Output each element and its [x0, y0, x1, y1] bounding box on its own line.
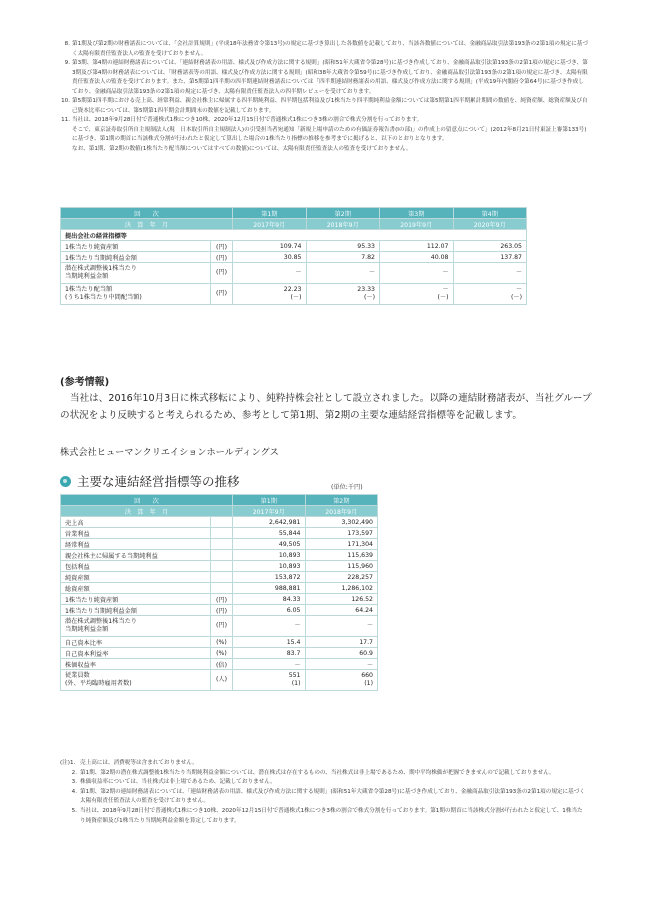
header-cell: 決 算 年 月: [61, 506, 233, 517]
row-label: [61, 616, 211, 637]
value-cell: 84.33: [233, 594, 306, 605]
row-unit: (円): [211, 252, 233, 263]
value-sub: (－): [363, 294, 375, 301]
row-label: 純資産額: [61, 572, 211, 583]
table-row: [61, 583, 378, 594]
header-cell: 2017年9月: [233, 219, 307, 230]
value-cell: －: [233, 616, 306, 637]
note-item: [60, 788, 588, 807]
section-heading: [60, 472, 240, 490]
table-row: [61, 528, 378, 539]
value-cell: 7.82: [306, 252, 380, 263]
value-cell: 10,893: [233, 550, 306, 561]
note-number: 8.: [64, 41, 70, 47]
header-cell: 2020年9月: [453, 219, 527, 230]
note-item: [60, 59, 588, 97]
row-label: 親会社株主に帰属する当期純利益: [61, 550, 211, 561]
value-cell: 40.08: [380, 252, 454, 263]
value-cell: 55,844: [233, 528, 306, 539]
header-cell: 第1期: [233, 495, 306, 506]
note-text: 第1期、第2期の潜在株式調整後1株当たり当期純利益金額については、潜在株式は存在するものの、当社株式は非上場であるため、期中平均株価が把握できませんので記載しておりません。: [80, 769, 555, 776]
row-label-line: 当期純利益金額: [65, 626, 109, 633]
row-label-line: 潜在株式調整後1株当たり: [65, 265, 137, 272]
note-continuation: そこで、東京証券取引所自主規制法人(現 日本取引所自主規制法人)の引受担当者宛通知「新規上場申請のための有価証券報告書(Ⅰの部)」の作成上の留意点について」(2012年8月21日付東証上審第133号)に基づき、第1期の期首に当該株式分割が行われたと仮定して算出した場合の1株当たり指標の推移を参考までに掲げると、以下のとおりとなります。: [72, 126, 587, 142]
header-cell: 2019年9月: [380, 219, 454, 230]
row-unit: (円): [211, 594, 233, 605]
table-header-row: [61, 219, 527, 230]
value-cell: [306, 284, 380, 305]
row-label: 1株当たり当期純利益金額: [61, 605, 211, 616]
value-sub: (－): [437, 294, 449, 301]
note-number: 2.: [71, 769, 77, 776]
notes-top: [60, 40, 588, 154]
section-title: 主要な連結経営指標等の推移: [77, 474, 240, 489]
row-label: 自己資本比率: [61, 637, 211, 648]
table-row: [61, 241, 527, 252]
table-row: [61, 648, 378, 659]
row-label-line: (うち1株当たり中間配当額): [65, 294, 142, 301]
value-cell: 3,302,490: [305, 517, 378, 528]
note-continuation: なお、第1期、第2期の数値(1株当たり配当額についてはすべての数値)については、太陽有限責任監査法人の監査を受けておりません。: [72, 145, 412, 152]
value-main: 22.23: [283, 286, 302, 293]
table-row: [61, 252, 527, 263]
row-label: 株価収益率: [61, 659, 211, 670]
row-label: 1株当たり当期純利益金額: [61, 252, 211, 263]
value-cell: 137.87: [453, 252, 527, 263]
value-cell: －: [306, 263, 380, 284]
note-text: 第3期、第4期の連結財務諸表については、「連結財務諸表の用語、様式及び作成方法に関する規則」(昭和51年大蔵省令第28号)に基づき作成しており、金融商品取引法第193条の2第1項の規定に基づき、第3期及び第4期の財務諸表については、「財務諸表等の用語、様式及び作成方法に関する規則」(昭和38年大蔵省令第59号)に基づき作成しており、金融商品取引法第193条の2第1項の規定に基づき、太陽有限責任監査法人の監査を受けております。また、第5期第1四半期の四半期連結財務諸表については「四半期連結財務諸表の用語、様式及び作成方法に関する規則」(平成19年内閣府令第64号)に基づき作成しており、金融商品取引法第193条の2第1項の規定に基づき、太陽有限責任監査法人の四半期レビューを受けております。: [72, 60, 588, 95]
value-cell: 95.33: [306, 241, 380, 252]
note-number: 9.: [64, 60, 70, 66]
value-main: 551: [288, 672, 301, 679]
row-unit: (円): [211, 284, 233, 305]
value-cell: 109.74: [233, 241, 307, 252]
note-text: 第5期第1四半期における売上高、経常利益、親会社株主に帰属する四半期純利益、四半期包括利益及び1株当たり四半期純利益金額については第5期第1四半期累計期間の数値を、純資産額、総資産額及び自己資本比率については、第5期第1四半期会計期間末の数値を記載しております。: [72, 98, 588, 114]
row-unit: [211, 572, 233, 583]
value-cell: 10,893: [233, 561, 306, 572]
row-unit: [211, 550, 233, 561]
row-label-line: 当期純利益金額: [65, 273, 109, 280]
value-cell: 1,286,102: [305, 583, 378, 594]
notes-bottom: [60, 759, 588, 826]
note-item: [60, 97, 588, 116]
value-main: －: [515, 286, 522, 293]
value-cell: 263.05: [453, 241, 527, 252]
value-cell: －: [305, 659, 378, 670]
value-cell: 15.4: [233, 637, 306, 648]
note-item: [60, 807, 588, 826]
row-unit: (円): [211, 616, 233, 637]
table-row: [61, 550, 378, 561]
header-cell: 2018年9月: [306, 219, 380, 230]
note-item: [60, 116, 588, 126]
row-label: 売上高: [61, 517, 211, 528]
note-number: 4.: [71, 788, 77, 795]
table-row: [61, 670, 378, 691]
value-cell: －: [305, 616, 378, 637]
row-unit: (円): [211, 263, 233, 284]
row-label: [61, 284, 211, 305]
value-sub: (－): [290, 294, 302, 301]
table-row: [61, 263, 527, 284]
row-label: 1株当たり純資産額: [61, 241, 211, 252]
note-number: 3.: [71, 779, 77, 786]
table-row: [61, 659, 378, 670]
note-text: 売上高には、消費税等は含まれておりません。: [80, 760, 198, 766]
note-item: [60, 40, 588, 59]
row-unit: [211, 517, 233, 528]
per-share-indicators-table: [60, 207, 527, 305]
row-label-line: 従業員数: [65, 672, 90, 679]
value-main: 23.33: [357, 286, 375, 293]
note-item: [60, 759, 588, 769]
value-cell: 173,597: [305, 528, 378, 539]
header-cell: 第3期: [380, 208, 454, 219]
table-row: [61, 616, 378, 637]
row-unit: (%): [211, 648, 233, 659]
row-label: 営業利益: [61, 528, 211, 539]
row-unit: (円): [211, 605, 233, 616]
value-cell: [380, 284, 454, 305]
row-label: 経常利益: [61, 539, 211, 550]
table-row: [61, 594, 378, 605]
value-sub: (1): [291, 680, 301, 687]
header-cell: 第2期: [306, 208, 380, 219]
value-cell: 60.9: [305, 648, 378, 659]
header-cell: 回 次: [61, 495, 233, 506]
value-cell: 2,642,981: [233, 517, 306, 528]
value-cell: 115,960: [305, 561, 378, 572]
value-cell: [233, 670, 306, 691]
table-row: [61, 605, 378, 616]
header-cell: 2018年9月: [305, 506, 378, 517]
value-cell: 988,881: [233, 583, 306, 594]
row-label-line: 1株当たり配当額: [65, 286, 113, 293]
note-text: 当社は、2018年9月28日付で普通株式1株につき10株、2020年12月15日付で普通株式1株につき3株の割合で株式分割を行っております。第1期の期首に当該株式分割が行われたと仮定して、1株当たり純資産額及び1株当たり当期純利益金額を算定しております。: [80, 807, 583, 824]
value-sub: (－): [510, 294, 522, 301]
row-unit: [211, 528, 233, 539]
value-cell: 6.05: [233, 605, 306, 616]
value-cell: 30.85: [233, 252, 307, 263]
header-cell: 決 算 年 月: [61, 219, 233, 230]
row-label: [61, 670, 211, 691]
row-unit: (%): [211, 637, 233, 648]
value-cell: 112.07: [380, 241, 454, 252]
table-row: [61, 517, 378, 528]
table-row: [61, 284, 527, 305]
consolidated-indicators-table: [60, 494, 378, 691]
header-cell: 回 次: [61, 208, 233, 219]
reference-title: (参考情報): [60, 377, 110, 388]
header-cell: 2017年9月: [233, 506, 306, 517]
table-row: [61, 637, 378, 648]
note-text: 第1期及び第2期の財務諸表については、「会社計算規則」(平成18年法務省令第13号)の規定に基づき算出した各数値を記載しており、当該各数値については、金融商品取引法第193条の2第1項の規定に基づく太陽有限責任監査法人の監査を受けておりません。: [72, 41, 588, 57]
value-cell: －: [380, 263, 454, 284]
header-cell: 第1期: [233, 208, 307, 219]
note-item: [60, 778, 588, 788]
row-unit: (円): [211, 241, 233, 252]
note-number: (注)1.: [60, 760, 76, 766]
table-row: [61, 539, 378, 550]
value-cell: [233, 284, 307, 305]
row-label: 1株当たり純資産額: [61, 594, 211, 605]
value-cell: 171,304: [305, 539, 378, 550]
reference-paragraph: 当社は、2016年10月3日に株式移転により、純粋持株会社として設立されました。以降の連結財務諸表が、当社グループの状況をより反映すると考えられるため、参考として第1期、第2期の主要な連結経営指標等を記載します。: [60, 393, 592, 421]
row-unit: [211, 583, 233, 594]
table-header-row: [61, 208, 527, 219]
value-cell: 153,872: [233, 572, 306, 583]
row-label: 自己資本利益率: [61, 648, 211, 659]
row-label: 総資産額: [61, 583, 211, 594]
value-cell: 115,639: [305, 550, 378, 561]
row-label: 包括利益: [61, 561, 211, 572]
note-item: [60, 769, 588, 779]
note-number: 5.: [71, 807, 77, 814]
unit-note: (単位:千円): [331, 484, 363, 491]
note-text: 株価収益率については、当社株式は非上場であるため、記載しておりません。: [80, 779, 276, 786]
row-unit: (人): [211, 670, 233, 691]
row-label: [61, 263, 211, 284]
value-cell: 17.7: [305, 637, 378, 648]
value-cell: 83.7: [233, 648, 306, 659]
value-cell: 126.52: [305, 594, 378, 605]
row-unit: (倍): [211, 659, 233, 670]
value-cell: 64.24: [305, 605, 378, 616]
value-sub: (1): [364, 680, 373, 687]
row-unit: [211, 539, 233, 550]
row-unit: [211, 561, 233, 572]
value-cell: －: [453, 263, 527, 284]
value-cell: 228,257: [305, 572, 378, 583]
table-header-row: [61, 495, 378, 506]
company-name: 株式会社ヒューマンクリエイションホールディングス: [60, 447, 279, 458]
value-main: 660: [361, 672, 373, 679]
value-main: －: [442, 286, 449, 293]
header-cell: 第2期: [305, 495, 378, 506]
note-text: 第1期、第2期の連結財務諸表については、「連結財務諸表の用語、様式及び作成方法に関する規則」(昭和51年大蔵省令第28号)に基づき作成しており、金融商品取引法第193条の2第1項の規定に基づく太陽有限責任監査法人の監査を受けておりません。: [80, 788, 585, 805]
value-cell: －: [233, 659, 306, 670]
table-row: [61, 561, 378, 572]
note-text: 当社は、2018年9月28日付で普通株式1株につき10株、2020年12月15日付で普通株式1株につき3株の割合で株式分割を行っております。: [72, 117, 423, 123]
subheader-cell: 提出会社の経営指標等: [61, 230, 527, 241]
circle-bullet-icon: [60, 476, 71, 487]
header-cell: 第4期: [453, 208, 527, 219]
note-number: 10.: [61, 98, 70, 104]
note-number: 11.: [61, 117, 70, 123]
table-row: [61, 572, 378, 583]
value-cell: [305, 670, 378, 691]
value-cell: [453, 284, 527, 305]
value-cell: 49,505: [233, 539, 306, 550]
value-cell: －: [233, 263, 307, 284]
table-header-row: [61, 506, 378, 517]
row-label-line: (外、平均臨時雇用者数): [65, 680, 132, 687]
table-subheader-row: [61, 230, 527, 241]
row-label-line: 潜在株式調整後1株当たり: [65, 618, 137, 625]
